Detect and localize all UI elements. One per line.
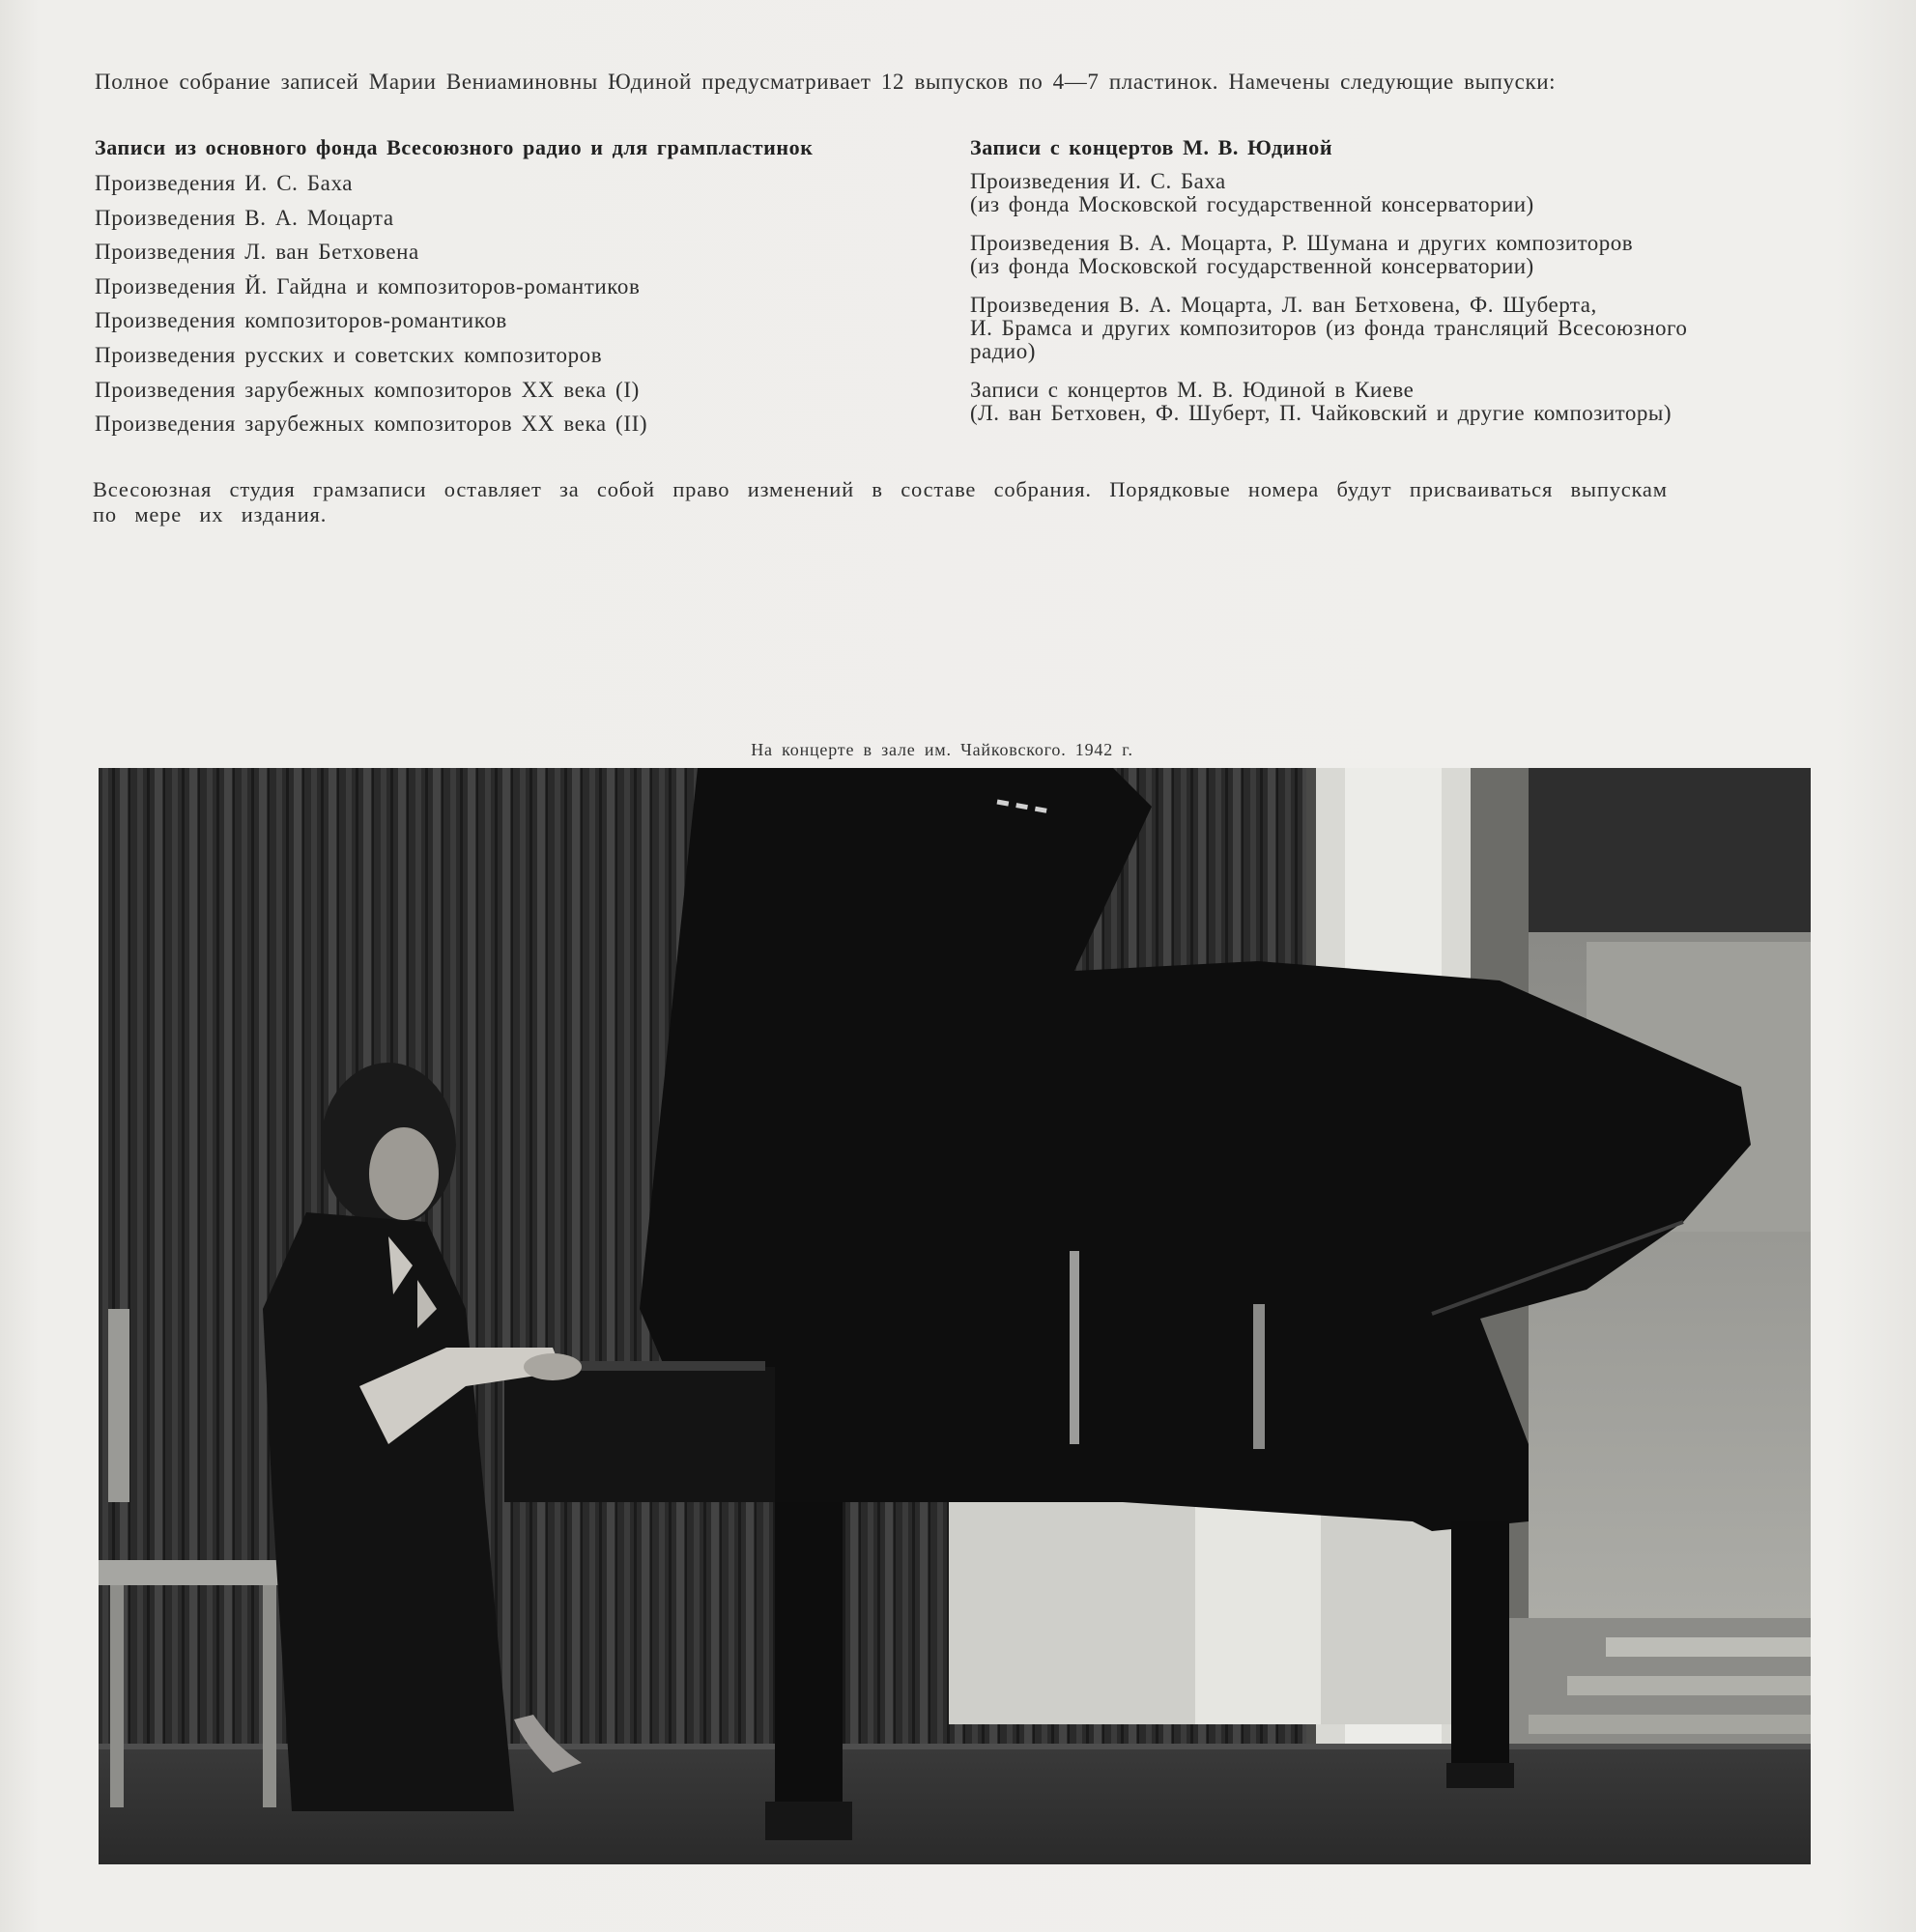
photo-caption: На концерте в зале им. Чайковского. 1942 г. <box>751 740 1133 759</box>
list-item-title: Произведения В. А. Моцарта, Р. Шумана и других композиторов <box>970 231 1634 255</box>
list-item <box>970 294 1820 363</box>
list-item: Произведения русских и советских композиторов <box>95 342 603 367</box>
list-item <box>970 379 1820 425</box>
intro-text: Полное собрание записей Марии Вениаминовны Юдиной предусматривает 12 выпусков по 4—7 пластинок. Намечены следующие выпуски: <box>95 70 1557 94</box>
concert-photo-image <box>99 768 1811 1864</box>
list-item: Произведения Л. ван Бетховена <box>95 240 419 265</box>
list-item: Произведения В. А. Моцарта <box>95 205 394 230</box>
list-item: Произведения зарубежных композиторов XX века (II) <box>95 412 648 437</box>
list-item-title-cont: И. Брамса и других композиторов (из фонда трансляций Всесоюзного <box>970 316 1688 340</box>
list-item: Произведения И. С. Баха <box>95 171 354 195</box>
list-item-title: Записи с концертов М. В. Юдиной в Киеве <box>970 378 1415 402</box>
list-item-title: Произведения И. С. Баха <box>970 169 1226 193</box>
publisher-notice: Всесоюзная студия грамзаписи оставляет за собой право изменений в составе собрания. Порядковые номера будут присваиваться выпускам по мере их издания. <box>93 477 1668 526</box>
list-item: Произведения зарубежных композиторов XX века (I) <box>95 377 640 402</box>
concert-recordings-heading: Записи с концертов М. В. Юдиной <box>970 135 1333 159</box>
list-item <box>970 170 1820 216</box>
studio-recordings-heading: Записи из основного фонда Всесоюзного радио и для грампластинок <box>95 135 814 159</box>
list-item: Произведения композиторов-романтиков <box>95 308 507 333</box>
list-item-source: (из фонда Московской государственной консерватории) <box>970 192 1534 216</box>
studio-recordings-list <box>95 166 945 441</box>
list-item <box>970 232 1820 278</box>
list-item-title: Произведения В. А. Моцарта, Л. ван Бетховена, Ф. Шуберта, <box>970 293 1597 317</box>
list-item-source: (Л. ван Бетховен, Ф. Шуберт, П. Чайковский и другие композиторы) <box>970 401 1673 425</box>
studio-recordings-column <box>95 135 945 441</box>
list-item-source: (из фонда Московской государственной консерватории) <box>970 254 1534 278</box>
list-item-title-cont: радио) <box>970 339 1036 363</box>
concert-photo <box>99 768 1811 1864</box>
concert-recordings-column <box>970 135 1820 440</box>
list-item: Произведения Й. Гайдна и композиторов-романтиков <box>95 273 641 298</box>
concert-recordings-list <box>970 170 1820 425</box>
